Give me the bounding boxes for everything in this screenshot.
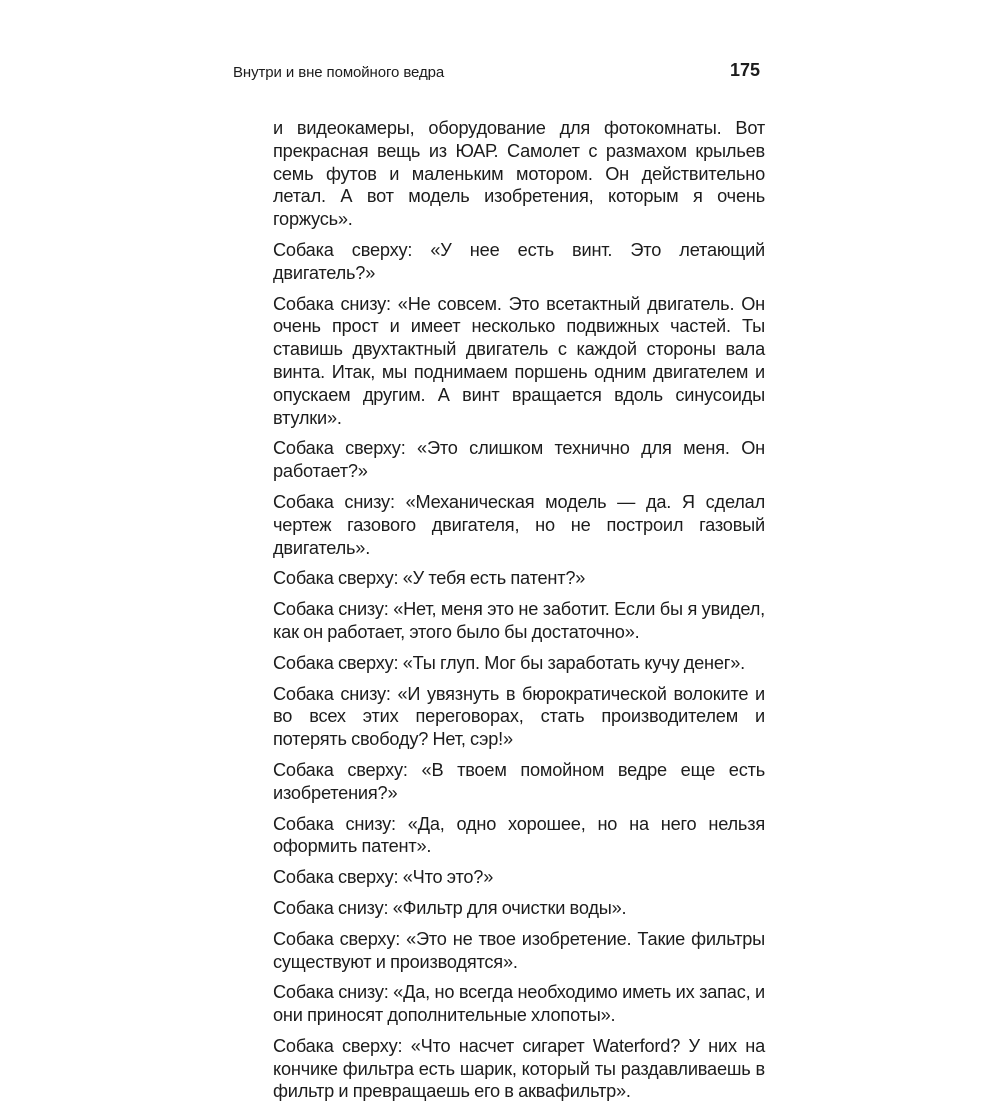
header-title: Внутри и вне помойного ведра: [233, 64, 445, 81]
paragraph: Собака снизу: «Не совсем. Это всетактный двигатель. Он очень прост и имеет несколько подвижных частей. Ты ставишь двухтактный двигатель с каждой стороны вала винта. Итак, мы поднимаем поршень одним двигателем и опускаем другим. А винт вращается вдоль синусоиды втулки».: [273, 293, 765, 428]
paragraph: Собака снизу: «Да, но всегда необходимо иметь их запас, и они приносят дополнительные хлопоты».: [273, 982, 765, 1026]
paragraph: Собака сверху: «В твоем помойном ведре еще есть изобретения?»: [273, 759, 765, 803]
paragraph: Собака сверху: «Это слишком технично для меня. Он работает?»: [273, 438, 765, 482]
page-number: 175: [729, 60, 760, 80]
paragraph: Собака сверху: «Что насчет сигарет Waterford? У них на кончике фильтра есть шарик, который ты раздавливаешь в фильтр и превращаешь его в аквафильтр».: [273, 1035, 765, 1102]
paragraph: Собака снизу: «Да, одно хорошее, но на него нельзя оформить патент».: [273, 813, 765, 857]
paragraph: Собака сверху: «У нее есть винт. Это летающий двигатель?»: [273, 239, 765, 283]
body-text: [273, 117, 765, 1111]
paragraph: Собака снизу: «Фильтр для очистки воды».: [273, 897, 627, 918]
paragraph: Собака сверху: «Что это?»: [273, 867, 494, 888]
paragraph: Собака снизу: «Механическая модель — да. Я сделал чертеж газового двигателя, но не построил газовый двигатель».: [273, 491, 765, 558]
running-header: [233, 60, 760, 88]
paragraph: и видеокамеры, оборудование для фотокомнаты. Вот прекрасная вещь из ЮАР. Самолет с размахом крыльев семь футов и маленьким мотором. Он действительно летал. А вот модель изобретения, которым я очень горжусь».: [273, 118, 765, 230]
paragraph: Собака сверху: «Это не твое изобретение. Такие фильтры существуют и производятся».: [273, 928, 765, 972]
paragraph: Собака снизу: «И увязнуть в бюрократической волоките и во всех этих переговорах, стать производителем и потерять свободу? Нет, сэр!»: [273, 683, 765, 750]
paragraph: Собака сверху: «Ты глуп. Мог бы заработать кучу денег».: [273, 652, 745, 673]
paragraph: Собака сверху: «У тебя есть патент?»: [273, 568, 586, 589]
paragraph: Собака снизу: «Нет, меня это не заботит. Если бы я увидел, как он работает, этого было бы достаточно».: [273, 599, 765, 642]
